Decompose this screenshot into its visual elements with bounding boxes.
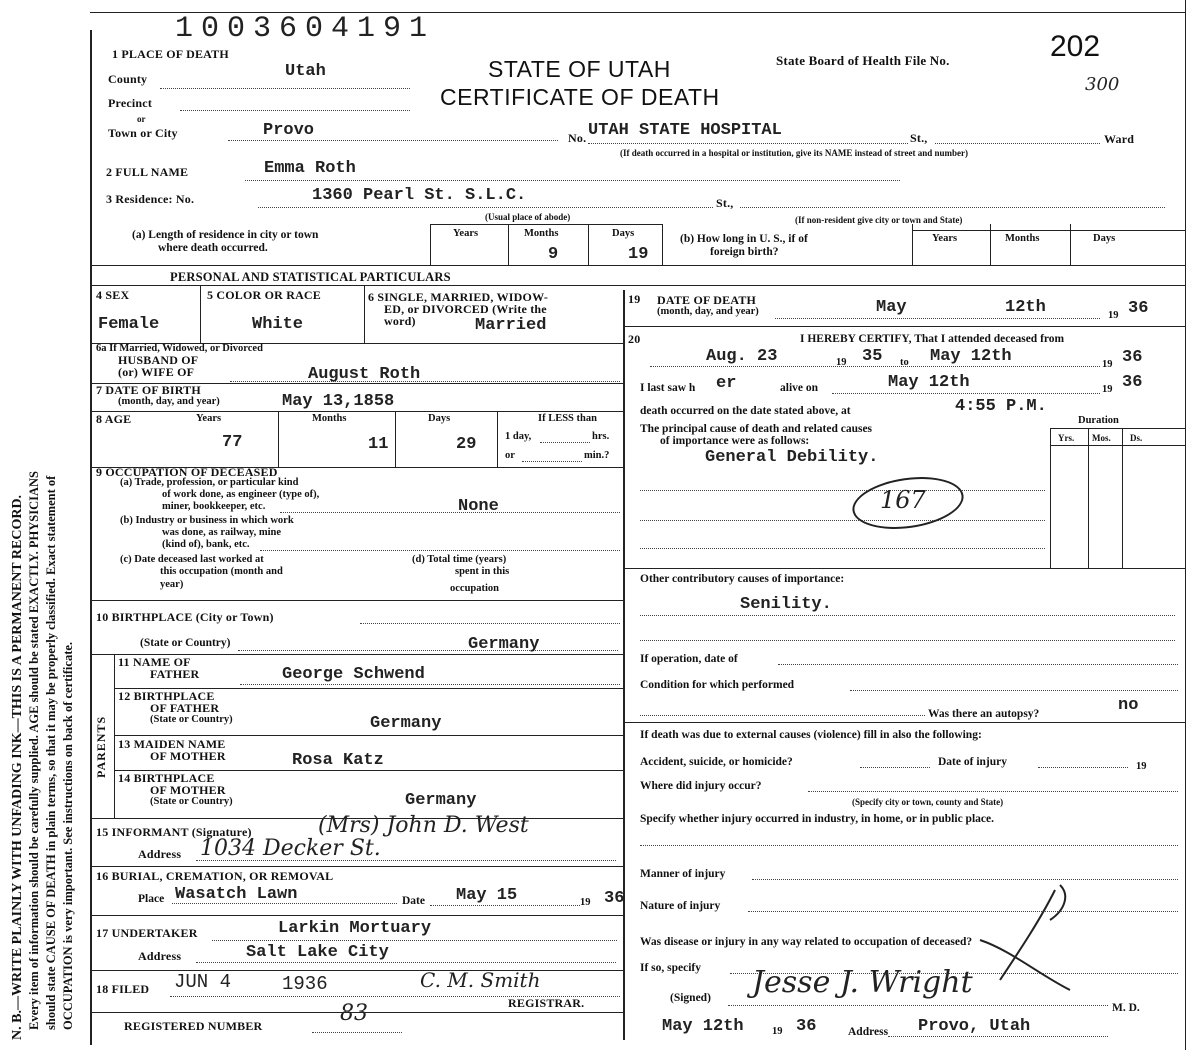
physician-address-line: [888, 1036, 1108, 1037]
length-b-label: (b) How long in U. S., if of: [680, 233, 808, 245]
len-v4: [662, 224, 663, 266]
rule-contrib: [623, 568, 1185, 569]
autopsy-label: Was there an autopsy?: [928, 708, 1040, 720]
rule-row17: [90, 970, 623, 971]
certify-from-line: [650, 366, 1100, 367]
informant-address: 1034 Decker St.: [200, 836, 381, 861]
occupation-b1: (b) Industry or business in which work: [120, 515, 294, 526]
death-date-month: May: [876, 298, 907, 317]
state-title: STATE OF UTAH: [488, 56, 671, 82]
alive-on-label: alive on: [780, 382, 819, 394]
age-months-value: 11: [368, 435, 389, 454]
marital-label-2: ED, or DIVORCED (Write the: [384, 302, 547, 316]
occupation-d3: occupation: [450, 583, 500, 594]
occupation-b-line: [260, 550, 620, 551]
father-bp-label: 12 BIRTHPLACE: [118, 689, 215, 703]
operation-label: If operation, date of: [640, 653, 738, 665]
father-label-2: FATHER: [150, 667, 200, 681]
spouse-label-1: 6a If Married, Widowed, or Divorced: [96, 343, 263, 354]
dob-label: 7 DATE OF BIRTH: [96, 383, 201, 397]
cert-number: 1003604191: [175, 12, 436, 46]
alive-date: May 12th: [888, 373, 970, 392]
age-v3: [497, 411, 498, 467]
town-line: [228, 140, 558, 141]
cause-line-1: [640, 490, 1045, 491]
accident-line: [860, 767, 930, 768]
length-years-header: Years: [453, 228, 479, 239]
file-no-sub: 300: [1085, 74, 1120, 95]
condition-label: Condition for which performed: [640, 679, 795, 691]
center-divider: [623, 290, 625, 1040]
certify-num: 20: [628, 332, 641, 346]
father-value: George Schwend: [282, 665, 425, 684]
where-line: [808, 791, 1178, 792]
rule-row16: [90, 915, 623, 916]
sex-label: 4 SEX: [96, 288, 130, 302]
spouse-label-2: HUSBAND OF: [118, 353, 199, 367]
town-label: Town or City: [108, 126, 178, 140]
rule-death-date: [623, 326, 1185, 327]
county-value: Utah: [285, 62, 326, 81]
birthplace-value: Germany: [468, 635, 540, 654]
father-line: [240, 684, 620, 685]
physician-year-prefix: 19: [772, 1026, 783, 1037]
registrar-label: REGISTRAR.: [508, 996, 585, 1010]
certify-text: I HEREBY CERTIFY, That I attended deceased from: [800, 333, 1065, 345]
cause-label-2: of importance were as follows:: [660, 435, 810, 447]
certify-to-year-prefix: 19: [1102, 359, 1113, 370]
occupation-c3: year): [160, 579, 184, 590]
age-min-line: [522, 461, 582, 462]
injury-year-prefix: 19: [1136, 761, 1147, 772]
institution-value: UTAH STATE HOSPITAL: [588, 121, 782, 140]
burial-year: 36: [604, 889, 625, 908]
age-years-value: 77: [222, 433, 243, 452]
spouse-value: August Roth: [308, 365, 421, 384]
occupation-d1: (d) Total time (years): [412, 554, 507, 565]
occupation-b2: was done, as railway, mine: [162, 527, 282, 538]
death-date-label-2: (month, day, and year): [657, 306, 759, 317]
father-bp-value: Germany: [370, 714, 442, 733]
duration-v2: [1088, 428, 1089, 568]
death-date-label: DATE OF DEATH: [657, 293, 757, 307]
mother-label-2: OF MOTHER: [150, 749, 226, 763]
burial-year-prefix: 19: [580, 897, 591, 908]
alive-year: 36: [1122, 373, 1143, 392]
death-date-year: 36: [1128, 299, 1149, 318]
informant-label: 15 INFORMANT (Signature): [96, 825, 252, 839]
rule-row9: [90, 600, 623, 601]
length-days-value: 19: [628, 245, 649, 264]
occupation-c2: this occupation (month and: [160, 566, 283, 577]
death-date-year-prefix: 19: [1108, 310, 1119, 321]
md-label: M. D.: [1112, 1002, 1140, 1014]
condition-line: [850, 690, 1178, 691]
contrib-line-2: [640, 640, 1175, 641]
cause-value: General Debility.: [705, 448, 879, 467]
age-v1: [278, 411, 279, 467]
residence-value: 1360 Pearl St. S.L.C.: [312, 186, 527, 205]
age-years-header: Years: [196, 413, 222, 424]
undertaker-value: Larkin Mortuary: [278, 919, 432, 938]
county-label: County: [108, 72, 148, 86]
alive-on-line: [832, 393, 1100, 394]
age-less-label: If LESS than: [538, 413, 597, 424]
color-value: White: [252, 315, 304, 334]
duration-top: [1050, 428, 1185, 429]
registered-value: 83: [340, 1001, 368, 1026]
filed-label: 18 FILED: [96, 982, 150, 996]
father-bp-label-2: OF FATHER: [150, 701, 220, 715]
certify-to: May 12th: [930, 347, 1012, 366]
len-v3: [588, 224, 589, 266]
burial-date-line: [430, 905, 580, 906]
len-v2: [508, 224, 509, 266]
st-line: [935, 143, 1100, 144]
where-note: (Specify city or town, county and State): [852, 797, 1004, 807]
length-days-header: Days: [612, 228, 635, 239]
marital-value: Married: [475, 316, 547, 335]
color-label: 5 COLOR OR RACE: [207, 288, 322, 302]
lenb-months-header: Months: [1005, 233, 1040, 244]
ward-label: Ward: [1104, 132, 1135, 146]
contrib-line-1: [640, 615, 1175, 616]
rule-after-residence: [90, 265, 1185, 266]
occupation-b3: (kind of), bank, etc.: [162, 539, 250, 550]
specify-line: [640, 845, 1178, 846]
cause-line-3: [640, 548, 1045, 549]
burial-place-label: Place: [138, 893, 165, 905]
spouse-label-3: (or) WIFE OF: [118, 365, 195, 379]
age-min-label: min.?: [584, 450, 610, 461]
death-time: 4:55 P.M.: [955, 397, 1047, 416]
len-top: [430, 224, 662, 225]
parents-bar: [114, 654, 115, 818]
occupation-d2: spent in this: [455, 566, 510, 577]
certify-to-label: to: [900, 357, 909, 368]
age-days-header: Days: [428, 413, 451, 424]
filed-year: 1936: [282, 973, 328, 995]
physician-signature: Jesse J. Wright: [752, 965, 973, 1000]
rule-personal-heading: [90, 285, 1185, 286]
undertaker-address-label: Address: [138, 949, 182, 963]
father-bp-label-3: (State or Country): [150, 714, 233, 725]
certify-from-year-prefix: 19: [836, 357, 847, 368]
last-saw-label: I last saw h: [640, 382, 696, 394]
or-label: or: [137, 114, 146, 124]
full-name-line: [245, 180, 900, 181]
undertaker-address-line: [196, 962, 616, 963]
left-border: [90, 30, 92, 1045]
residence-label: 3 Residence: No.: [106, 192, 195, 206]
age-or-label: or: [505, 450, 515, 461]
mother-bp-value: Germany: [405, 791, 477, 810]
birthplace-state-label: (State or Country): [140, 637, 231, 649]
contrib-label: Other contributory causes of importance:: [640, 573, 845, 585]
duration-v3: [1122, 428, 1123, 568]
injury-date-label: Date of injury: [938, 756, 1007, 768]
autopsy-value: no: [1118, 696, 1139, 715]
color-divider: [364, 285, 365, 343]
personal-heading: PERSONAL AND STATISTICAL PARTICULARS: [170, 270, 451, 284]
residence-st-line: [740, 207, 1165, 208]
specify-label: Specify whether injury occurred in industry, in home, or in public place.: [640, 813, 994, 825]
full-name-value: Emma Roth: [264, 159, 356, 178]
rule-row7: [90, 411, 623, 412]
physician-year: 36: [796, 1017, 817, 1036]
mother-value: Rosa Katz: [292, 751, 384, 770]
filed-date: JUN 4: [174, 971, 232, 993]
occupation-heading: 9 OCCUPATION OF DECEASED: [96, 465, 278, 479]
occupation-value: None: [458, 497, 499, 516]
age-v2: [395, 411, 396, 467]
certify-from: Aug. 23: [706, 347, 778, 366]
occupation-c1: (c) Date deceased last worked at: [120, 554, 264, 565]
occurred-label: death occurred on the date stated above, at: [640, 405, 851, 417]
rule-row15: [90, 866, 623, 867]
len-v1: [430, 224, 431, 266]
accident-label: Accident, suicide, or homicide?: [640, 756, 793, 768]
age-days-value: 29: [456, 435, 477, 454]
length-months-header: Months: [524, 228, 559, 239]
registered-label: REGISTERED NUMBER: [124, 1019, 263, 1033]
duration-ds: Ds.: [1130, 433, 1143, 443]
precinct-label: Precinct: [108, 96, 153, 110]
side-note-line-4: OCCUPATION is very important. See instructions on back of certificate.: [61, 641, 75, 1030]
occupation-q-label: Was disease or injury in any way related to occupation of deceased?: [640, 936, 973, 948]
undertaker-address: Salt Lake City: [246, 943, 389, 962]
autopsy-pre-line: [640, 715, 925, 716]
length-months-value: 9: [548, 245, 559, 264]
death-date-num: 19: [628, 292, 641, 306]
informant-address-label: Address: [138, 847, 182, 861]
last-saw-fill: er: [716, 374, 737, 393]
registered-line: [312, 1032, 402, 1033]
institution-note: (If death occurred in a hospital or institution, give its NAME instead of street and number): [620, 148, 969, 158]
duration-header: Duration: [1078, 415, 1119, 426]
death-date-day: 12th: [1005, 298, 1046, 317]
manner-label: Manner of injury: [640, 868, 726, 880]
cause-line-2: [640, 520, 1045, 521]
abode-note: (Usual place of abode): [485, 212, 571, 222]
mother-bp-label-2: OF MOTHER: [150, 783, 226, 797]
file-no-label: State Board of Health File No.: [776, 53, 950, 68]
institution-line: [588, 143, 908, 144]
injury-date-line: [1038, 767, 1128, 768]
cause-label: The principal cause of death and related causes: [640, 423, 873, 435]
external-label: If death was due to external causes (violence) fill in also the following:: [640, 729, 982, 741]
no-label: No.: [568, 131, 587, 145]
undertaker-line: [212, 940, 617, 941]
duration-mos: Mos.: [1092, 433, 1111, 443]
certify-to-year: 36: [1122, 348, 1143, 367]
burial-label: 16 BURIAL, CREMATION, OR REMOVAL: [96, 869, 334, 883]
occupation-a-line: [280, 512, 620, 513]
mother-bp-label-3: (State or Country): [150, 796, 233, 807]
operation-line: [778, 664, 1178, 665]
duration-v1: [1050, 428, 1051, 568]
right-border: [1185, 0, 1186, 1050]
residence-line: [258, 207, 713, 208]
side-note-line-3: should state CAUSE OF DEATH in plain terms, so that it may be properly classified. Exact statement of: [44, 475, 58, 1030]
physician-address: Provo, Utah: [918, 1017, 1031, 1036]
death-date-line: [775, 318, 1100, 319]
birthplace-line: [360, 623, 620, 624]
burial-place: Wasatch Lawn: [175, 885, 298, 904]
duration-yrs: Yrs.: [1058, 433, 1075, 443]
marital-label: 6 SINGLE, MARRIED, WIDOW-: [368, 290, 549, 304]
length-a-label: (a) Length of residence in city or town: [132, 229, 319, 241]
marital-label-3: word): [384, 314, 416, 328]
town-value: Provo: [263, 121, 315, 140]
signed-label: (Signed): [670, 992, 711, 1004]
side-note-line-1: N. B.—WRITE PLAINLY WITH UNFADING INK—THIS IS A PERMANENT RECORD.: [10, 494, 25, 1040]
age-label: 8 AGE: [96, 412, 132, 426]
burial-date-label: Date: [402, 895, 425, 907]
lenb-years-header: Years: [932, 233, 958, 244]
nonres-note: (If non-resident give city or town and State): [795, 215, 963, 225]
file-no: 202: [1050, 30, 1101, 63]
place-heading: 1 PLACE OF DEATH: [112, 47, 229, 61]
age-hrs-label: hrs.: [592, 431, 610, 442]
lenb-top: [912, 230, 1185, 231]
length-a-label-2: where death occurred.: [158, 242, 268, 254]
dob-value: May 13,1858: [282, 392, 395, 411]
county-line: [160, 88, 410, 89]
certify-from-year: 35: [862, 347, 883, 366]
sex-value: Female: [98, 315, 160, 334]
duration-header-rule: [1050, 445, 1185, 446]
sex-divider: [200, 285, 201, 343]
spouse-line: [230, 381, 620, 382]
rule-row12: [114, 735, 623, 736]
occupation-a1: (a) Trade, profession, or particular kind: [120, 477, 299, 488]
rule-autopsy: [623, 722, 1185, 723]
nature-label: Nature of injury: [640, 900, 721, 912]
age-day-label: 1 day,: [505, 431, 532, 442]
physician-address-label: Address: [848, 1026, 889, 1038]
length-b-label-2: foreign birth?: [710, 246, 779, 258]
undertaker-label: 17 UNDERTAKER: [96, 926, 198, 940]
registrar-signature: C. M. Smith: [420, 968, 541, 992]
full-name-label: 2 FULL NAME: [106, 165, 189, 179]
informant-signature: (Mrs) John D. West: [318, 813, 529, 838]
physician-date: May 12th: [662, 1017, 744, 1036]
contrib-value: Senility.: [740, 595, 832, 614]
st-label: St.,: [910, 131, 928, 145]
dob-label-2: (month, day, and year): [118, 396, 220, 407]
signature-flourish: [960, 880, 1080, 1000]
mother-label: 13 MAIDEN NAME: [118, 737, 226, 751]
code-value: 167: [880, 486, 926, 514]
parents-label: PARENTS: [94, 715, 108, 778]
if-so-label: If so, specify: [640, 962, 702, 974]
doc-title: CERTIFICATE OF DEATH: [440, 84, 720, 110]
birthplace-label: 10 BIRTHPLACE (City or Town): [96, 610, 274, 624]
age-months-header: Months: [312, 413, 347, 424]
lenb-days-header: Days: [1093, 233, 1116, 244]
mother-bp-label: 14 BIRTHPLACE: [118, 771, 215, 785]
birthplace-state-line: [238, 650, 618, 651]
age-hrs-line: [540, 442, 590, 443]
alive-year-prefix: 19: [1102, 384, 1113, 395]
where-label: Where did injury occur?: [640, 780, 762, 792]
precinct-line: [180, 110, 410, 111]
occupation-a3: miner, bookkeeper, etc.: [162, 501, 266, 512]
residence-st-label: St.,: [716, 196, 734, 210]
signed-line: [728, 1005, 1108, 1006]
burial-date: May 15: [456, 886, 518, 905]
father-label: 11 NAME OF: [118, 655, 191, 669]
occupation-a2: of work done, as engineer (type of),: [162, 489, 320, 500]
side-note-line-2: Every item of information should be carefully supplied. AGE should be stated EXACTLY. PHYSICIANS: [27, 471, 41, 1030]
